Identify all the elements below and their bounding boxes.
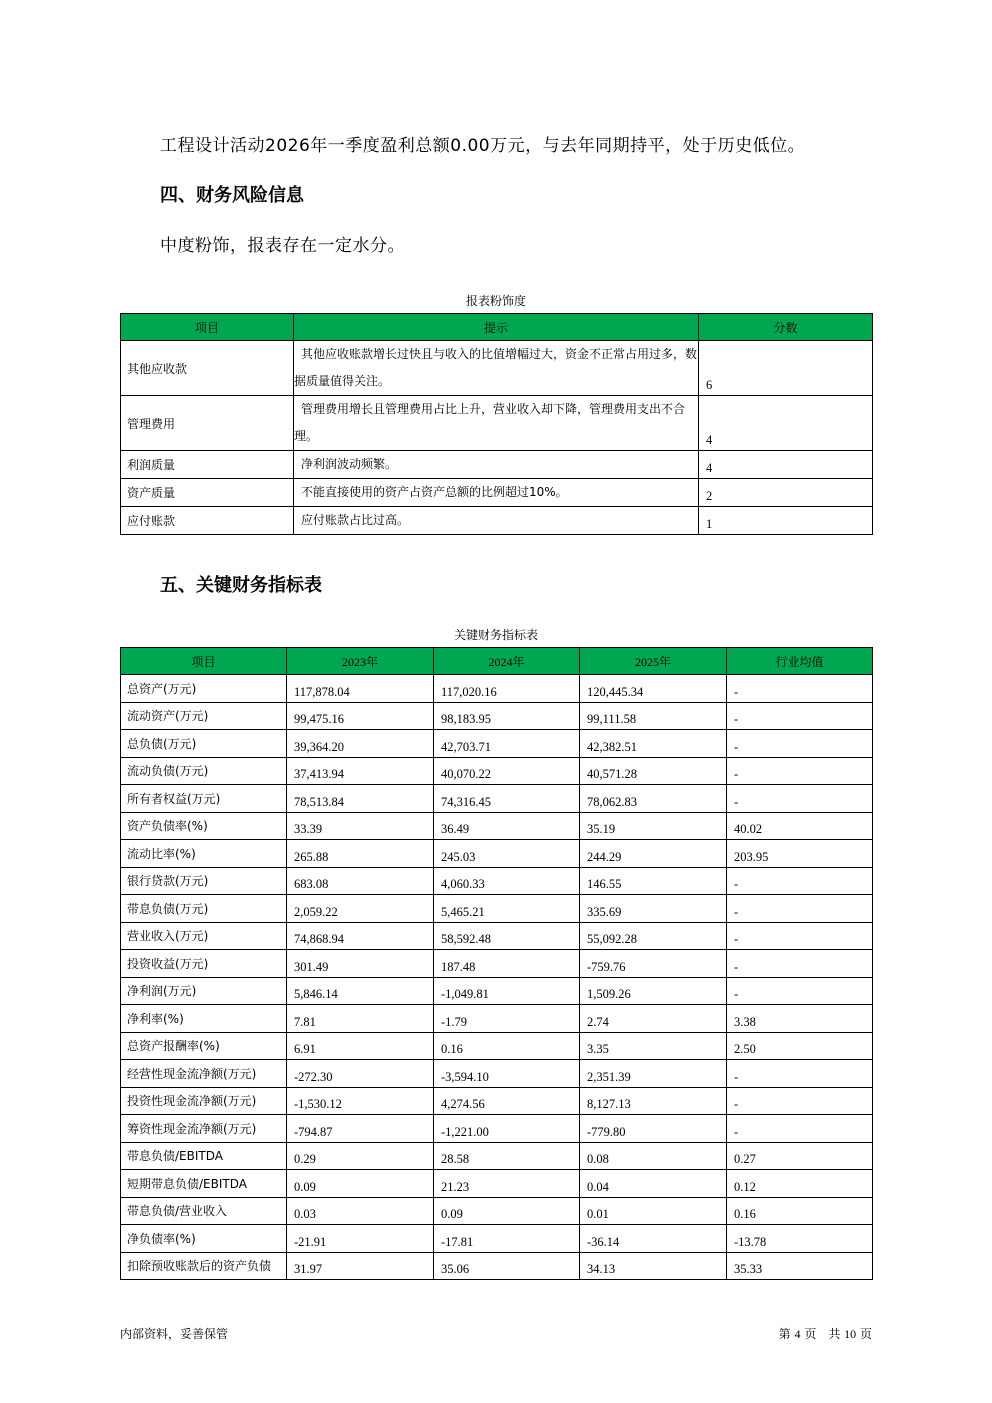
indicator-item-cell: 营业收入(万元) [121,922,287,950]
indicator-item-cell: 经营性现金流净额(万元) [121,1060,287,1088]
indicator-2025-cell: 146.55 [580,867,727,895]
indicator-2024-cell: -1,049.81 [434,977,580,1005]
indicator-table-row [121,675,873,703]
indicator-2024-cell: 36.49 [434,812,580,840]
indicator-table-row [121,1225,873,1253]
risk-score-cell: 4 [699,451,873,479]
indicator-2024-cell: 42,703.71 [434,730,580,758]
indicator-2024-cell: 0.09 [434,1197,580,1225]
indicator-2023-cell: 39,364.20 [287,730,434,758]
risk-item-cell: 应付账款 [121,507,294,535]
indicator-2024-cell: 245.03 [434,840,580,868]
indicator-table-row [121,730,873,758]
indicator-2025-cell: -36.14 [580,1225,727,1253]
indicator-2023-cell: -1,530.12 [287,1087,434,1115]
indicator-2023-cell: 0.03 [287,1197,434,1225]
indicator-industry-avg-cell: 40.02 [727,812,873,840]
indicator-table-row [121,1032,873,1060]
indicator-header-2024: 2024年 [434,648,580,675]
section5-heading: 五、关键财务指标表 [160,575,322,596]
indicator-item-cell: 资产负债率(%) [121,812,287,840]
indicator-industry-avg-cell: - [727,895,873,923]
risk-table-row [121,451,873,479]
indicator-table-row [121,1060,873,1088]
indicator-item-cell: 所有者权益(万元) [121,785,287,813]
indicator-2024-cell: 40,070.22 [434,757,580,785]
risk-score-cell: 4 [699,396,873,451]
indicator-2023-cell: -272.30 [287,1060,434,1088]
indicator-item-cell: 筹资性现金流净额(万元) [121,1115,287,1143]
indicator-2024-cell: 28.58 [434,1142,580,1170]
indicator-2023-cell: 683.08 [287,867,434,895]
risk-header-item: 项目 [121,314,294,341]
indicator-2024-cell: -1,221.00 [434,1115,580,1143]
indicator-industry-avg-cell: - [727,1060,873,1088]
indicator-industry-avg-cell: - [727,675,873,703]
indicator-table-caption: 关键财务指标表 [453,628,538,642]
indicator-2024-cell: 74,316.45 [434,785,580,813]
risk-hint-cell: 其他应收账款增长过快且与收入的比值增幅过大，资金不正常占用过多，数据质量值得关注。 [294,341,699,396]
indicator-2024-cell: 0.16 [434,1032,580,1060]
indicator-industry-avg-cell: 0.27 [727,1142,873,1170]
indicator-2024-cell: 4,060.33 [434,867,580,895]
indicator-2024-cell: -3,594.10 [434,1060,580,1088]
indicator-industry-avg-cell: - [727,730,873,758]
indicator-2025-cell: 1,509.26 [580,977,727,1005]
indicator-2025-cell: 3.35 [580,1032,727,1060]
indicator-header-2023: 2023年 [287,648,434,675]
indicator-2024-cell: -17.81 [434,1225,580,1253]
indicator-header-2025: 2025年 [580,648,727,675]
indicator-2024-cell: -1.79 [434,1005,580,1033]
indicator-table-row [121,922,873,950]
risk-hint-cell: 不能直接使用的资产占资产总额的比例超过10%。 [294,479,699,507]
section4-summary: 中度粉饰，报表存在一定水分。 [160,236,405,256]
indicator-item-cell: 带息负债(万元) [121,895,287,923]
indicator-table-row [121,1115,873,1143]
indicator-2023-cell: 37,413.94 [287,757,434,785]
indicator-industry-avg-cell: - [727,922,873,950]
indicator-2023-cell: -21.91 [287,1225,434,1253]
indicator-2023-cell: 2,059.22 [287,895,434,923]
indicator-industry-avg-cell: - [727,785,873,813]
indicator-2023-cell: 74,868.94 [287,922,434,950]
indicator-table-row [121,1005,873,1033]
indicator-table-row [121,785,873,813]
risk-table-row [121,396,873,451]
indicator-2025-cell: 2,351.39 [580,1060,727,1088]
risk-score-cell: 6 [699,341,873,396]
indicator-industry-avg-cell: 2.50 [727,1032,873,1060]
indicator-table-row [121,895,873,923]
indicator-industry-avg-cell: - [727,702,873,730]
risk-table-row [121,507,873,535]
indicator-item-cell: 带息负债/营业收入 [121,1197,287,1225]
indicator-2025-cell: 35.19 [580,812,727,840]
risk-hint-cell: 应付账款占比过高。 [294,507,699,535]
indicator-2025-cell: 2.74 [580,1005,727,1033]
indicator-2025-cell: -779.80 [580,1115,727,1143]
risk-item-cell: 管理费用 [121,396,294,451]
indicator-item-cell: 银行贷款(万元) [121,867,287,895]
risk-table-row [121,341,873,396]
risk-header-hint: 提示 [294,314,699,341]
indicator-table-row [121,1197,873,1225]
indicator-2023-cell: 117,878.04 [287,675,434,703]
indicator-item-cell: 短期带息负债/EBITDA [121,1170,287,1198]
footer-confidential: 内部资料，妥善保管 [120,1327,229,1341]
footer-page-mid: 页 共 [804,1327,841,1341]
indicator-2024-cell: 4,274.56 [434,1087,580,1115]
indicator-header-item: 项目 [121,648,287,675]
risk-score-cell: 2 [699,479,873,507]
indicator-table-row [121,977,873,1005]
risk-table-row [121,479,873,507]
indicator-2025-cell: 8,127.13 [580,1087,727,1115]
indicator-item-cell: 总负债(万元) [121,730,287,758]
indicator-industry-avg-cell: - [727,950,873,978]
indicator-2025-cell: 99,111.58 [580,702,727,730]
indicator-table [120,647,873,1280]
risk-table [120,313,873,535]
indicator-2025-cell: 55,092.28 [580,922,727,950]
indicator-industry-avg-cell: 0.12 [727,1170,873,1198]
indicator-2025-cell: 34.13 [580,1252,727,1280]
indicator-2025-cell: 0.08 [580,1142,727,1170]
indicator-2025-cell: -759.76 [580,950,727,978]
indicator-2023-cell: 99,475.16 [287,702,434,730]
indicator-item-cell: 总资产(万元) [121,675,287,703]
indicator-item-cell: 投资性现金流净额(万元) [121,1087,287,1115]
risk-score-cell: 1 [699,507,873,535]
indicator-item-cell: 净利润(万元) [121,977,287,1005]
indicator-2023-cell: 33.39 [287,812,434,840]
indicator-2024-cell: 21.23 [434,1170,580,1198]
indicator-2025-cell: 120,445.34 [580,675,727,703]
indicator-industry-avg-cell: - [727,1087,873,1115]
indicator-table-row [121,702,873,730]
indicator-2023-cell: 5,846.14 [287,977,434,1005]
indicator-item-cell: 流动资产(万元) [121,702,287,730]
indicator-item-cell: 流动比率(%) [121,840,287,868]
indicator-industry-avg-cell: 203.95 [727,840,873,868]
risk-table-caption: 报表粉饰度 [465,294,526,308]
section4-heading: 四、财务风险信息 [160,185,304,206]
footer-page-total: 10 [844,1327,857,1341]
indicator-2023-cell: -794.87 [287,1115,434,1143]
indicator-2024-cell: 187.48 [434,950,580,978]
indicator-2024-cell: 58,592.48 [434,922,580,950]
indicator-table-header-row [121,648,873,675]
indicator-2024-cell: 117,020.16 [434,675,580,703]
indicator-industry-avg-cell: -13.78 [727,1225,873,1253]
indicator-industry-avg-cell: 35.33 [727,1252,873,1280]
risk-header-score: 分数 [699,314,873,341]
indicator-2024-cell: 35.06 [434,1252,580,1280]
footer-page-prefix: 第 [778,1327,791,1341]
indicator-table-row [121,1142,873,1170]
indicator-item-cell: 净负债率(%) [121,1225,287,1253]
indicator-2025-cell: 0.01 [580,1197,727,1225]
indicator-2025-cell: 42,382.51 [580,730,727,758]
indicator-item-cell: 带息负债/EBITDA [121,1142,287,1170]
indicator-item-cell: 净利率(%) [121,1005,287,1033]
indicator-2023-cell: 31.97 [287,1252,434,1280]
indicator-industry-avg-cell: - [727,1115,873,1143]
footer-page-suffix: 页 [859,1327,872,1341]
indicator-industry-avg-cell: 3.38 [727,1005,873,1033]
indicator-2025-cell: 244.29 [580,840,727,868]
indicator-item-cell: 总资产报酬率(%) [121,1032,287,1060]
indicator-industry-avg-cell: 0.16 [727,1197,873,1225]
indicator-item-cell: 扣除预收账款后的资产负债 [121,1252,287,1280]
indicator-table-row [121,1087,873,1115]
indicator-2023-cell: 301.49 [287,950,434,978]
indicator-2025-cell: 335.69 [580,895,727,923]
indicator-industry-avg-cell: - [727,867,873,895]
indicator-2024-cell: 5,465.21 [434,895,580,923]
indicator-table-row [121,1252,873,1280]
indicator-2025-cell: 0.04 [580,1170,727,1198]
indicator-table-row [121,840,873,868]
indicator-2025-cell: 40,571.28 [580,757,727,785]
risk-table-header-row [121,314,873,341]
indicator-industry-avg-cell: - [727,977,873,1005]
indicator-industry-avg-cell: - [727,757,873,785]
indicator-2023-cell: 0.29 [287,1142,434,1170]
risk-item-cell: 其他应收款 [121,341,294,396]
indicator-2023-cell: 0.09 [287,1170,434,1198]
indicator-item-cell: 投资收益(万元) [121,950,287,978]
footer-page-number [779,1325,872,1342]
risk-item-cell: 利润质量 [121,451,294,479]
indicator-item-cell: 流动负债(万元) [121,757,287,785]
indicator-2025-cell: 78,062.83 [580,785,727,813]
indicator-table-row [121,867,873,895]
indicator-table-row [121,812,873,840]
risk-item-cell: 资产质量 [121,479,294,507]
indicator-2024-cell: 98,183.95 [434,702,580,730]
indicator-table-row [121,950,873,978]
indicator-2023-cell: 265.88 [287,840,434,868]
risk-hint-cell: 净利润波动频繁。 [294,451,699,479]
indicator-2023-cell: 7.81 [287,1005,434,1033]
indicator-table-row [121,757,873,785]
indicator-header-industry-avg: 行业均值 [727,648,873,675]
indicator-2023-cell: 78,513.84 [287,785,434,813]
intro-paragraph: 工程设计活动2026年一季度盈利总额0.00万元，与去年同期持平，处于历史低位。 [160,136,806,156]
indicator-table-row [121,1170,873,1198]
indicator-2023-cell: 6.91 [287,1032,434,1060]
footer-page-current: 4 [794,1327,801,1341]
risk-hint-cell: 管理费用增长且管理费用占比上升，营业收入却下降，管理费用支出不合理。 [294,396,699,451]
